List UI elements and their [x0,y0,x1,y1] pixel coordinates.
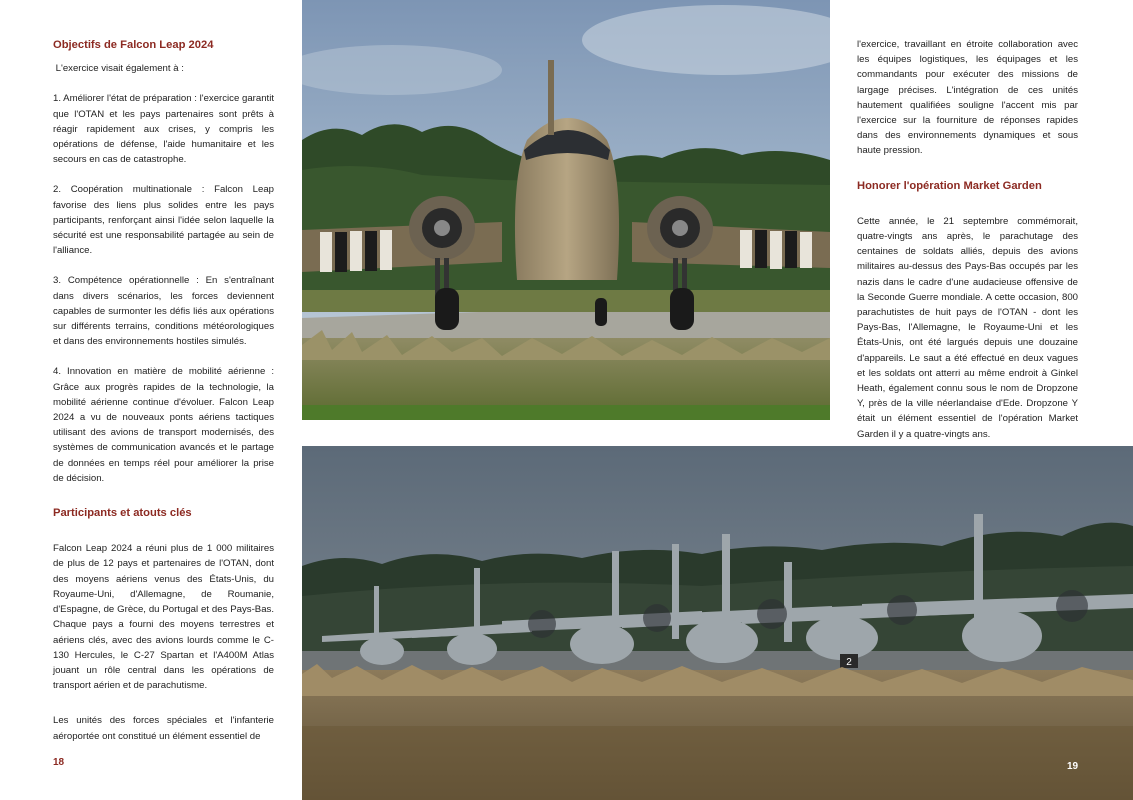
photo-transport-aircraft-line [302,446,1133,800]
page-number-left: 18 [53,757,65,768]
intro-text: L'exercice visait également à : [53,63,184,75]
special-forces-paragraph: Les unités des forces spéciales et l'infanterie aéroportée ont constitué un élément essentiel de [53,715,274,742]
objective-item-1: 1. Améliorer l'état de préparation : l'exercice garantit que l'OTAN et les pays partenaires sont prêts à réagir rapidement aux crises, y compris les opérations de défense, l'aide humanitaire et les secours en cas de catastrophe. [53,93,274,166]
dakota-illustration [302,0,830,420]
right-column [857,37,1078,442]
heading-objectifs: Objectifs de Falcon Leap 2024 [53,39,214,51]
photo-dakota-aircraft [302,0,830,420]
aircraft-marker-badge: 2 [846,657,852,668]
page-number-right: 19 [1067,761,1079,772]
objective-item-4: 4. Innovation en matière de mobilité aérienne : Grâce aux progrès rapides de la technologie, la mobilité aérienne continue d'évoluer. Falcon Leap 2024 a vu de nouveaux ponts aériens tactiques utilisant des avions de transport modernisés, des systèmes de communication avancés et le partage de données en temps réel pour améliorer la prise de décision. [53,366,274,484]
heading-participants: Participants et atouts clés [53,507,192,520]
heading-market-garden: Honorer l'opération Market Garden [857,179,1042,192]
objective-item-2: 2. Coopération multinationale : Falcon Leap favorise des liens plus solides entre les pays participants, renforçant ainsi l'idée selon laquelle la sécurité est une responsabilité partagée au sein de l'alliance. [53,184,274,257]
left-column [53,38,274,744]
market-garden-paragraph: Cette année, le 21 septembre commémorait, quatre-vingts ans après, le parachutage des centaines de soldats alliés, depuis des avions militaires au-dessus des Pays-Bas occupés par les nazis dans le cadre d'une audacieuse offensive de la Seconde Guerre mondiale. A cette occasion, 800 parachutistes de huit pays de l'OTAN - dont les Pays-Bas, l'Allemagne, le Royaume-Uni et les États-Unis, ont été largués depuis une douzaine d'appareils. Le saut a été effectué en deux vagues et les soldats ont atterri au même endroit à Ginkel Heath, également connu sous le nom de Dropzone Y, près de la ville néerlandaise d'Ede. Dropzone Y était un élément essentiel de l'opération Market Garden il y a quatre-vingts ans. [857,215,1078,440]
participants-paragraph: Falcon Leap 2024 a réuni plus de 1 000 militaires de plus de 12 pays et partenaires de l'OTAN, dont des moyens aériens venus des États-Unis, du Royaume-Uni, d'Allemagne, de Roumanie, d'Espagne, de Grèce, du Portugal et des Pays-Bas. Chaque pays a fourni des moyens terrestres et aériens clés, avec des avions lourds comme le C-130 Hercules, le C-27 Spartan et l'A400M Atlas jouant un rôle central dans les opérations de transport aérien et de parachutisme. [53,543,274,692]
transport-aircraft-illustration [302,446,1133,800]
objective-item-3: 3. Compétence opérationnelle : En s'entraînant dans divers scénarios, les forces deviennent capables de surmonter les défis liés aux opérations sur différents terrains, conditions météorologiques et dans des environnements hostiles simulés. [53,275,274,348]
exercise-continued-paragraph: l'exercice, travaillant en étroite collaboration avec les équipes logistiques, les équipages et les commandants pour exécuter des missions de largage précises. L'intégration de ces unités hautement qualifiées souligne l'accent mis par l'exercice sur la fourniture de réponses rapides dans des environnements dynamiques et sous haute pression. [857,39,1078,157]
